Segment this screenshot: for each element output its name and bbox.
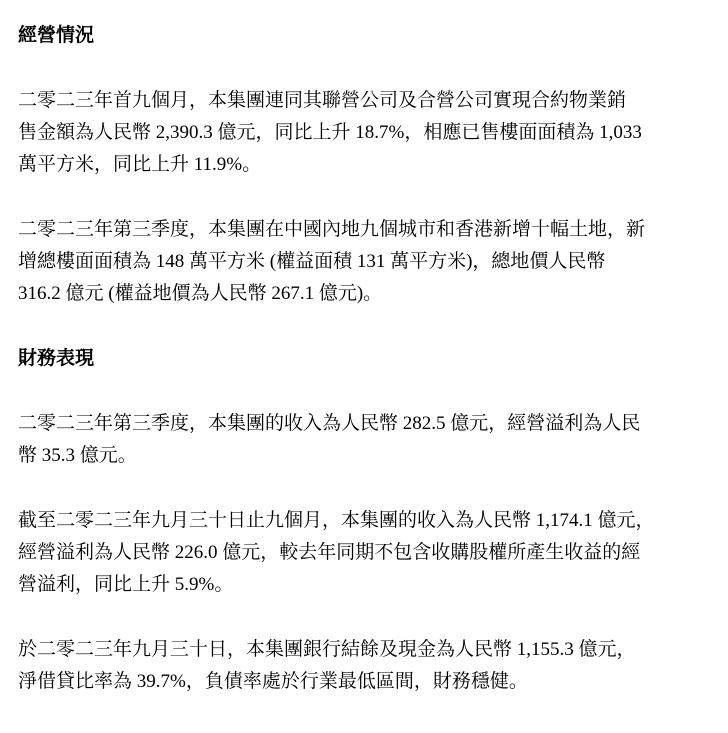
- paragraph-cash-and-gearing: [18, 634, 698, 698]
- text-line: 經營溢利為人民幣 226.0 億元，較去年同期不包含收購股權所產生收益的經: [18, 542, 641, 563]
- spacer: [18, 601, 698, 634]
- section-heading-operations: 經營情況: [18, 25, 95, 46]
- text-line: 二零二三年第三季度，本集團的收入為人民幣 282.5 億元，經營溢利為人民: [18, 413, 641, 434]
- paragraph-land-acquisition: [18, 214, 698, 310]
- spacer: [18, 472, 698, 505]
- section-heading-financial-performance: 財務表現: [18, 348, 95, 369]
- paragraph-contracted-sales: [18, 85, 698, 181]
- text-line: 二零二三年首九個月，本集團連同其聯營公司及合營公司實現合約物業銷: [18, 90, 627, 111]
- document-body: [18, 20, 698, 698]
- text-line: 萬平方米，同比上升 11.9%。: [18, 154, 262, 175]
- text-line: 增總樓面面積為 148 萬平方米 (權益面積 131 萬平方米)，總地價人民幣: [18, 251, 606, 272]
- text-line: 截至二零二三年九月三十日止九個月，本集團的收入為人民幣 1,174.1 億元，: [18, 510, 655, 531]
- paragraph-nine-month-revenue: [18, 505, 698, 601]
- text-line: 售金額為人民幣 2,390.3 億元，同比上升 18.7%，相應已售樓面面積為 1,033: [18, 122, 642, 143]
- spacer: [18, 52, 698, 85]
- text-line: 淨借貸比率為 39.7%，負債率處於行業最低區間，財務穩健。: [18, 671, 528, 692]
- spacer: [18, 375, 698, 408]
- paragraph-q3-revenue: [18, 408, 698, 472]
- text-line: 於二零二三年九月三十日，本集團銀行結餘及現金為人民幣 1,155.3 億元，: [18, 639, 636, 660]
- text-line: 二零二三年第三季度，本集團在中國內地九個城市和香港新增十幅土地，新: [18, 219, 646, 240]
- spacer: [18, 310, 698, 343]
- spacer: [18, 181, 698, 214]
- text-line: 316.2 億元 (權益地價為人民幣 267.1 億元)。: [18, 283, 383, 304]
- text-line: 幣 35.3 億元。: [18, 445, 137, 466]
- text-line: 營溢利，同比上升 5.9%。: [18, 574, 234, 595]
